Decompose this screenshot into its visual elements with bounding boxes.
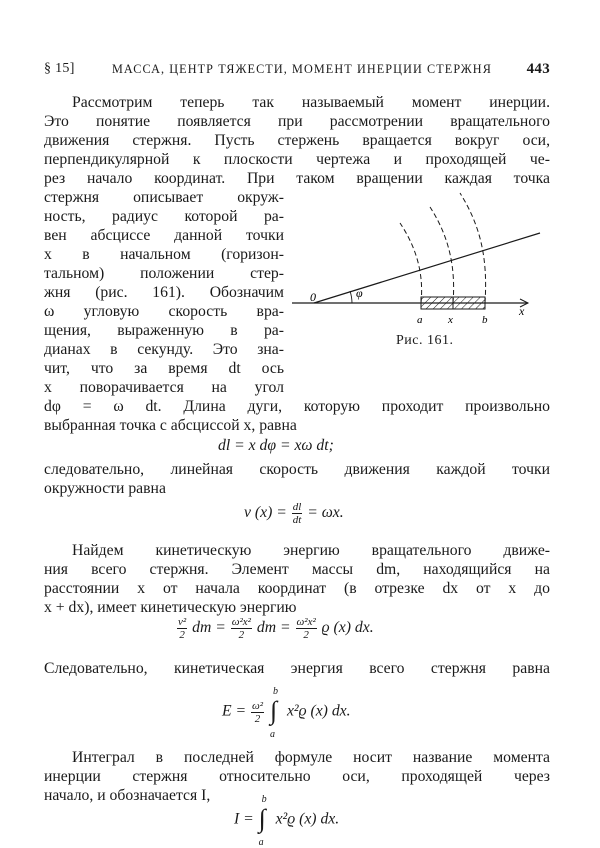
fraction bbox=[296, 616, 317, 641]
paragraph-3 bbox=[44, 541, 550, 617]
paragraph-1-narrow bbox=[44, 188, 284, 397]
text-line: чит, что за время dt ось bbox=[44, 360, 284, 377]
paragraph-1 bbox=[44, 93, 550, 188]
lower-limit: a bbox=[270, 729, 276, 740]
text-line: щения, выраженную в ра- bbox=[44, 322, 284, 339]
paragraph-1-end bbox=[44, 397, 550, 435]
formula-lhs: v (x) = bbox=[244, 504, 287, 522]
label-axis-x: x bbox=[519, 304, 525, 318]
numerator: ω²x² bbox=[296, 616, 316, 628]
text-line: dφ = ω dt. Длина дуги, которую проходит произвольно bbox=[44, 398, 550, 415]
text-line: ния всего стержня. Элемент массы dm, находящийся на bbox=[44, 561, 550, 578]
running-head bbox=[44, 61, 550, 81]
upper-limit: b bbox=[273, 686, 279, 697]
text-line: ω угловую скорость вра- bbox=[44, 303, 284, 320]
formula-kinetic-element bbox=[176, 616, 374, 641]
label-phi: φ bbox=[356, 286, 363, 300]
integrand: x²ϱ (x) dx. bbox=[275, 810, 340, 828]
integral-sign: b ∫ a bbox=[258, 794, 267, 848]
numerator: ω² bbox=[252, 699, 264, 712]
formula-velocity bbox=[244, 501, 344, 526]
formula-lhs: E = bbox=[222, 702, 247, 720]
text-line: инерции стержня относительно оси, проходящей через bbox=[44, 768, 550, 785]
formula-kinetic-total bbox=[222, 686, 351, 740]
formula-arc-length: dl = x dφ = xω dt; bbox=[218, 437, 334, 454]
numerator: v² bbox=[178, 616, 187, 628]
text-line: дианах в секунду. Это зна- bbox=[44, 341, 284, 358]
page-number: 443 bbox=[526, 61, 550, 77]
formula-term: dm = bbox=[256, 619, 291, 637]
text-line: тальном) положении стер- bbox=[44, 265, 284, 282]
label-x: x bbox=[448, 314, 453, 326]
label-a: a bbox=[417, 314, 423, 326]
paragraph-2 bbox=[44, 460, 550, 498]
text-line: вен абсциссе данной точки bbox=[44, 227, 284, 244]
text-line: Найдем кинетическую энергию вращательного движе- bbox=[72, 542, 550, 559]
arc-x bbox=[430, 207, 454, 303]
denominator: 2 bbox=[254, 712, 261, 725]
lower-limit: a bbox=[258, 837, 264, 848]
text-line: перпендикулярной к плоскости чертежа и проходящей че- bbox=[44, 151, 550, 168]
paragraph-4 bbox=[44, 659, 550, 678]
text-line: рез начало координат. При таком вращении каждая точка bbox=[44, 170, 550, 187]
text-line: x + dx), имеет кинетическую энергию bbox=[44, 599, 297, 616]
integrand: x²ϱ (x) dx. bbox=[286, 702, 351, 720]
section-number: § 15] bbox=[44, 61, 75, 76]
text-line: выбранная точка с абсциссой x, равна bbox=[44, 417, 297, 434]
fraction bbox=[292, 501, 303, 526]
formula-lhs: I = bbox=[234, 810, 254, 828]
angle-arc bbox=[350, 291, 352, 303]
chapter-title: МАССА, ЦЕНТР ТЯЖЕСТИ, МОМЕНТ ИНЕРЦИИ СТЕРЖНЯ bbox=[112, 62, 492, 76]
numerator: ω²x² bbox=[231, 616, 251, 628]
upper-limit: b bbox=[261, 794, 267, 805]
fraction bbox=[177, 616, 187, 641]
text-line: движения стержня. Пусть стержень вращается вокруг оси, bbox=[44, 132, 550, 149]
formula-term: ϱ (x) dx. bbox=[321, 619, 374, 637]
paragraph-5 bbox=[44, 748, 550, 805]
text-line: стержня описывает окруж- bbox=[44, 189, 284, 206]
text-line: Следовательно, кинетическая энергия всего стержня равна bbox=[44, 660, 550, 677]
arc-a bbox=[400, 223, 422, 303]
label-b: b bbox=[482, 314, 488, 326]
formula-rhs: = ωx. bbox=[307, 504, 344, 522]
denominator: dt bbox=[292, 514, 302, 526]
denominator: 2 bbox=[179, 629, 185, 641]
text-line: ность, радиус которой ра- bbox=[44, 208, 284, 225]
numerator: dl bbox=[292, 501, 302, 513]
text-line: x поворачивается на угол bbox=[44, 379, 284, 396]
formula-moment-of-inertia bbox=[234, 794, 340, 848]
text-line: окружности равна bbox=[44, 480, 166, 497]
figure-caption: Рис. 161. bbox=[396, 333, 454, 348]
denominator: 2 bbox=[303, 629, 309, 641]
text-line: Интеграл в последней формуле носит название момента bbox=[72, 749, 550, 766]
integral-sign: b ∫ a bbox=[270, 686, 279, 740]
fraction bbox=[251, 700, 264, 725]
formula-term: dm = bbox=[192, 619, 226, 637]
text-line: следовательно, линейная скорость движения каждой точки bbox=[44, 461, 550, 478]
text-line: жня (рис. 161). Обозначим bbox=[44, 284, 284, 301]
text-line: Рассмотрим теперь так называемый момент инерции. bbox=[72, 94, 550, 111]
arc-b bbox=[460, 193, 486, 303]
rotated-axis-line bbox=[314, 233, 540, 303]
figure-161 bbox=[288, 185, 550, 345]
denominator: 2 bbox=[238, 629, 245, 641]
text-line: расстоянии x от начала координат (в отрезке dx от x до bbox=[44, 580, 550, 597]
label-origin: 0 bbox=[310, 290, 316, 304]
text-line: x в начальном (горизон- bbox=[44, 246, 284, 263]
text-line: начало, и обозначается I, bbox=[44, 787, 211, 804]
text-line: Это понятие появляется при рассмотрении вращательного bbox=[44, 113, 550, 130]
fraction bbox=[231, 616, 252, 641]
